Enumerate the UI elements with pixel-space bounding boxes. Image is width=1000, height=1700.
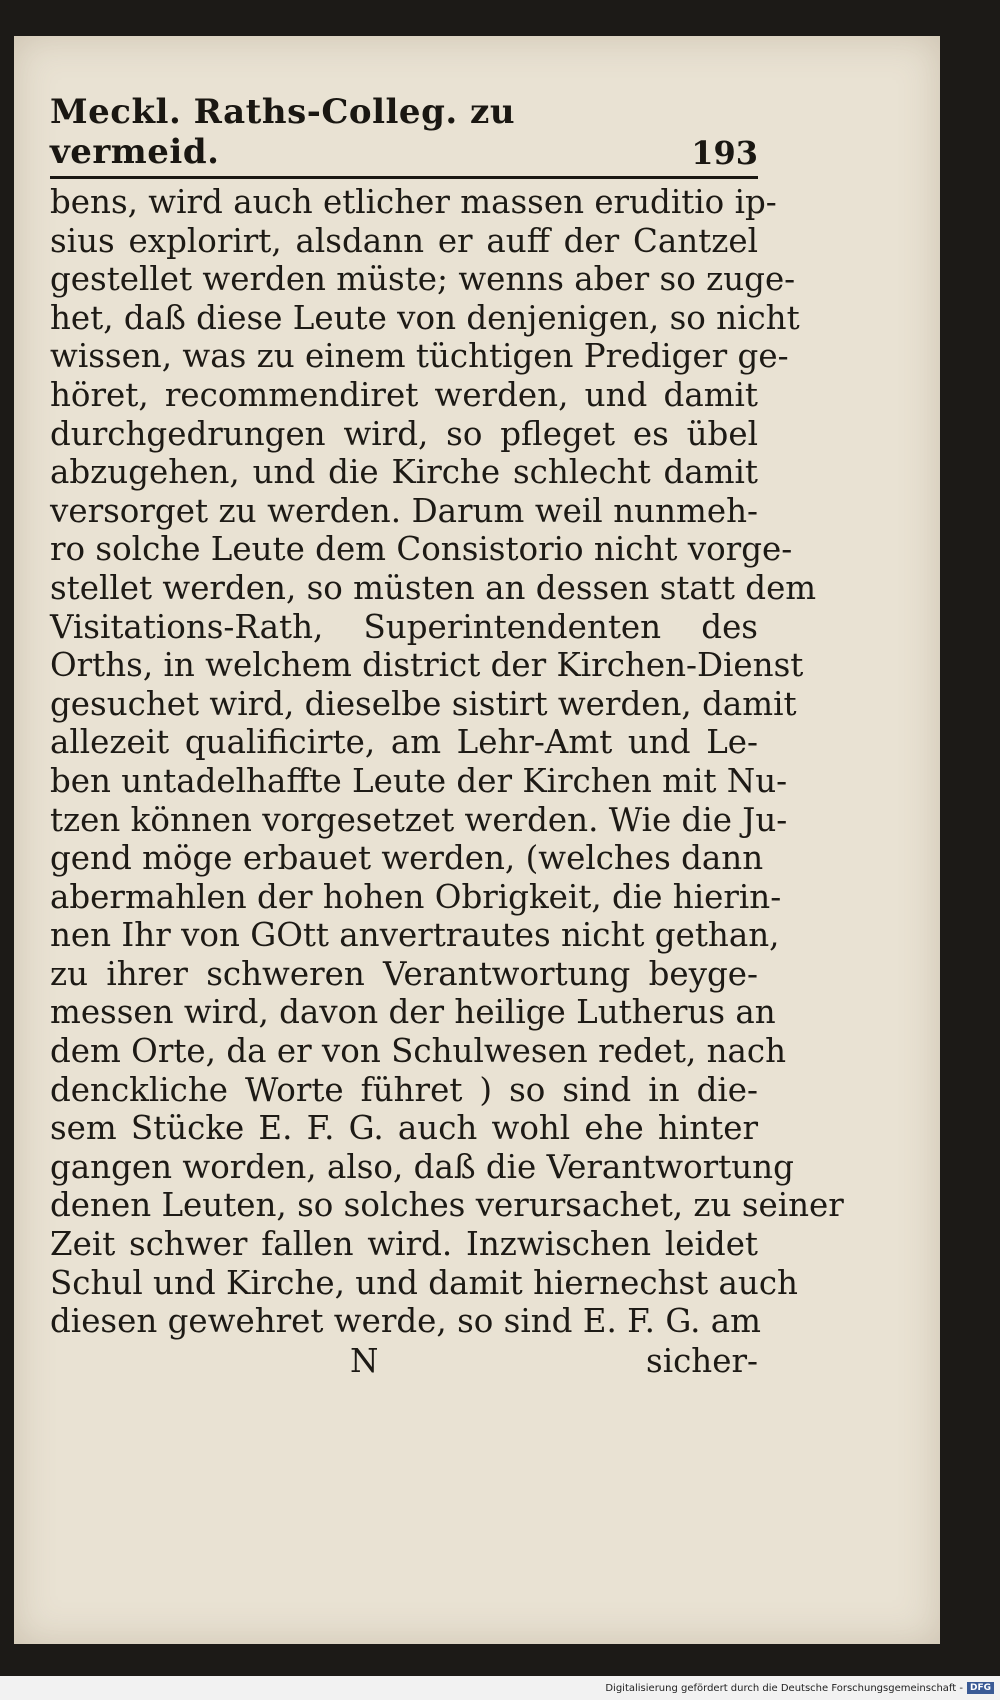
running-head-title: Meckl. Raths-Colleg. zu vermeid. <box>50 92 516 172</box>
text-line: abermahlen der hohen Obrigkeit, die hierin- <box>50 877 782 916</box>
text-line: Visitations-Rath, Superintendenten des <box>50 607 758 646</box>
book-page <box>14 36 940 1644</box>
text-line: het, daß diese Leute von denjenigen, so nicht <box>50 298 800 337</box>
text-line: versorget zu werden. Darum weil nunmeh- <box>50 491 758 530</box>
text-line: gangen worden, also, daß die Verantwortung <box>50 1147 794 1186</box>
body-text <box>50 183 844 1381</box>
text-line: stellet werden, so müsten an dessen statt dem <box>50 568 817 607</box>
text-line: höret, recommendiret werden, und damit <box>50 375 758 414</box>
text-line: denen Leuten, so solches verursachet, zu seiner <box>50 1186 844 1225</box>
text-line: dem Orte, da er von Schulwesen redet, nach <box>50 1032 787 1071</box>
text-line: messen wird, davon der heilige Lutherus an <box>50 993 776 1032</box>
text-line: tzen können vorgesetzet werden. Wie die Ju- <box>50 800 788 839</box>
text-line: bens, wird auch etlicher massen eruditio ip- <box>50 183 777 221</box>
digitization-credit-bar <box>0 1676 1000 1700</box>
text-line: gend möge erbauet werden, (welches dann <box>50 839 764 878</box>
dfg-logo: DFG <box>967 1682 994 1694</box>
text-line: allezeit qualificirte, am Lehr-Amt und Le- <box>50 723 758 762</box>
signature-mark: N <box>350 1341 379 1380</box>
digitization-credit: Digitalisierung gefördert durch die Deutsche Forschungsgemeinschaft - <box>605 1682 963 1694</box>
text-line: gestellet werden müste; wenns aber so zuge- <box>50 260 796 299</box>
text-line: ben untadelhaffte Leute der Kirchen mit Nu- <box>50 761 788 800</box>
text-line: ro solche Leute dem Consistorio nicht vorge- <box>50 530 793 569</box>
text-line: Schul und Kirche, und damit hiernechst auch <box>50 1263 798 1302</box>
text-line: wissen, was zu einem tüchtigen Prediger ge- <box>50 337 789 376</box>
text-line: abzugehen, und die Kirche schlecht damit <box>50 453 758 492</box>
text-line: Orths, in welchem district der Kirchen-Dienst <box>50 646 804 685</box>
running-head <box>50 92 758 179</box>
text-line: sem Stücke E. F. G. auch wohl ehe hinter <box>50 1109 758 1148</box>
text-line: Zeit schwer fallen wird. Inzwischen leidet <box>50 1225 758 1264</box>
text-line: nen Ihr von GOtt anvertrautes nicht gethan, <box>50 916 780 955</box>
text-line: durchgedrungen wird, so pfleget es übel <box>50 414 758 453</box>
page-number: 193 <box>691 134 758 172</box>
text-line: sius explorirt, alsdann er auff der Cantzel <box>50 221 758 260</box>
text-line: diesen gewehret werde, so sind E. F. G. am <box>50 1302 761 1341</box>
page-content <box>50 92 844 1381</box>
text-line: zu ihrer schweren Verantwortung beyge- <box>50 954 758 993</box>
text-line: gesuchet wird, dieselbe sistirt werden, damit <box>50 684 797 723</box>
catch-row <box>50 1341 758 1381</box>
catchword: sicher- <box>646 1341 758 1380</box>
text-line: denckliche Worte führet ) so sind in die- <box>50 1070 758 1109</box>
